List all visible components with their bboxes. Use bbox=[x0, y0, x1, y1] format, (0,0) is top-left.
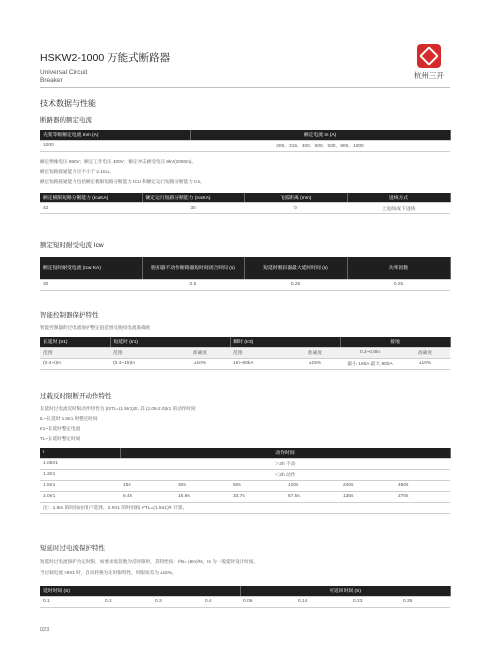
page-header bbox=[40, 50, 450, 90]
table-cell: 0.06 bbox=[240, 596, 295, 607]
table-cell: (0.4~I)In bbox=[40, 358, 110, 369]
table-row bbox=[40, 358, 450, 369]
section-heading: 智能控制器保护特性 bbox=[40, 312, 99, 319]
table-row bbox=[40, 469, 450, 480]
note-line: Ir1~长延时整定电流 bbox=[40, 426, 81, 431]
table-cell: 1.3Ir1 bbox=[40, 469, 120, 480]
table-cell: 60s bbox=[230, 480, 285, 491]
table-footnote: 注：1.5In 的时间由用户选择，2.0Ir1 的时间按 I²TL=(1.5Ir1)²t 计算。 bbox=[40, 502, 450, 513]
table-header-cell: 长延时 (Ir1) bbox=[40, 337, 110, 347]
table-cell: 240s bbox=[340, 480, 395, 491]
section-rated-current bbox=[40, 98, 450, 214]
table-row bbox=[40, 140, 450, 151]
note-line: 额定绝缘电压 690V；额定工作电压 400V；额定冲击耐受电压 8kV(2000m)。 bbox=[40, 158, 196, 164]
table-cell: 16.9s bbox=[175, 491, 230, 502]
table-cell: 准确度 bbox=[290, 347, 340, 358]
table-header-cell: 额定电流 In (A) bbox=[190, 130, 450, 140]
table-header-cell: 脱扣器不动作断路器短时间闭合时间 (s) bbox=[142, 257, 244, 279]
table-cell: 上进线或下进线 bbox=[347, 203, 450, 214]
table-row bbox=[40, 596, 450, 607]
document-title: HSKW2-1000 万能式断路器 bbox=[40, 52, 171, 64]
table-header-cell: 瞬时 (Ir3) bbox=[230, 337, 340, 347]
table-header-cell: 动作时间 bbox=[120, 448, 450, 458]
table-header-cell: I bbox=[40, 448, 120, 458]
table-cell: 1.05Ir1 bbox=[40, 458, 120, 469]
table-cell: 最小 160A 最大 800A bbox=[340, 358, 400, 369]
section-heading: 短延时过电流保护特性 bbox=[40, 545, 105, 552]
table-cell: 67.5s bbox=[285, 491, 340, 502]
table-header-cell: 短延时 (Ir1) bbox=[110, 337, 230, 347]
table-header-cell: 短延时脱扣器最大延时时间 (s) bbox=[244, 257, 347, 279]
table-header-cell: 额定极限短路分断能力 (IcuKA) bbox=[40, 193, 142, 203]
table-cell: 0.5 bbox=[142, 279, 244, 290]
table-cell: ＞2h 不动 bbox=[120, 458, 450, 469]
note-line: 长延时过电流反时限动作特性为 (I2TL=(1.5Ir1)2t, 其 (1.05-2.0)Ir1 的动作时间 bbox=[40, 406, 196, 411]
table-cell: 15s bbox=[120, 480, 175, 491]
header-divider bbox=[40, 87, 450, 88]
table-header-cell: 延时时间 (S) bbox=[40, 586, 240, 596]
table-row bbox=[40, 458, 450, 469]
table-cell: 0.2~0.8In bbox=[340, 347, 400, 358]
table-header-cell: 额定短时耐受电流 (Icw KA) bbox=[40, 257, 142, 279]
table-row bbox=[40, 491, 450, 502]
note-line: IL~长延时 1.5Ir1 时整定时间 bbox=[40, 416, 98, 421]
table-subheader-row bbox=[40, 347, 450, 358]
table-cell: 120s bbox=[285, 480, 340, 491]
table-cell: 42 bbox=[40, 203, 142, 214]
table-cell: 135s bbox=[340, 491, 395, 502]
logo-text: 杭州三开 bbox=[414, 71, 444, 80]
table-row bbox=[40, 203, 450, 214]
table-header-cell: 壳架等级额定电流 Inm (A) bbox=[40, 130, 190, 140]
table-cell: 准确度 bbox=[170, 347, 230, 358]
table-cell: 1In~50kA bbox=[230, 358, 290, 369]
table-cell: 0.25 bbox=[347, 279, 450, 290]
table-row bbox=[40, 502, 450, 513]
table-cell: 2.0Ir1 bbox=[40, 491, 120, 502]
table-cell: 范围 bbox=[40, 347, 110, 358]
table-cell: 30 bbox=[142, 203, 244, 214]
table-cell: 270s bbox=[395, 491, 450, 502]
section-overload-inverse-time bbox=[40, 391, 450, 514]
table-cell: ±10% bbox=[170, 358, 230, 369]
table-header-cell: 接地 bbox=[340, 337, 450, 347]
brand-logo bbox=[408, 44, 450, 81]
page-number: 023 bbox=[40, 627, 50, 633]
note-line: 当过载电流 >8Ir1 时，自动转换为定时限特性，时限误差为 ±15%。 bbox=[40, 570, 177, 575]
table-header-cell: 额定运行短路分断能力 (IcsKA) bbox=[142, 193, 244, 203]
table-row bbox=[40, 480, 450, 491]
table-header-cell: 进线方式 bbox=[347, 193, 450, 203]
section-short-delay-protection bbox=[40, 543, 450, 608]
table-cell: 范围 bbox=[110, 347, 170, 358]
table-cell: 0.23 bbox=[350, 596, 400, 607]
section-heading: 过载反时限断开动作特性 bbox=[40, 393, 112, 400]
table-cell: 8.4s bbox=[120, 491, 175, 502]
table-cell: 0.14 bbox=[295, 596, 350, 607]
table-cell: 0 bbox=[244, 203, 347, 214]
table-cell: ±15% bbox=[290, 358, 340, 369]
breaking-capacity-table bbox=[40, 193, 451, 215]
table-cell: 范围 bbox=[230, 347, 290, 358]
section-heading: 技术数据与性能 bbox=[40, 99, 96, 108]
table-cell: 30 bbox=[40, 279, 142, 290]
table-cell: 0.4 bbox=[202, 596, 240, 607]
table-cell: 0.1 bbox=[40, 596, 102, 607]
action-time-table bbox=[40, 448, 451, 514]
table-cell: (0.4~15)In bbox=[110, 358, 170, 369]
note-line: TL~长延时整定时间 bbox=[40, 436, 81, 441]
table-cell: 480s bbox=[395, 480, 450, 491]
note-line: 短延时过电流保护为定时限，如要求低倍数为反时限时，其特性按：I²ts= (8In)²ts，ts 为一般延时设计时间。 bbox=[40, 559, 259, 564]
table-cell: 1.5Ir1 bbox=[40, 480, 120, 491]
table-cell: 0.2 bbox=[102, 596, 152, 607]
english-title-line-1: Universal Circuit bbox=[40, 69, 88, 76]
table-cell: 准确度 bbox=[400, 347, 450, 358]
section-short-time-withstand bbox=[40, 240, 450, 291]
english-title-line-2: Breaker bbox=[40, 77, 63, 84]
table-header-cell: 飞弧距离 (mm) bbox=[244, 193, 347, 203]
table-header-cell: 功率因数 bbox=[347, 257, 450, 279]
table-header-cell: 可返回时间 (S) bbox=[240, 586, 450, 596]
delay-time-table bbox=[40, 586, 451, 608]
table-cell: 33.7s bbox=[230, 491, 285, 502]
short-time-withstand-table bbox=[40, 257, 451, 291]
table-cell: 200、315、400、500、630、800、1000 bbox=[190, 140, 450, 151]
section-heading: 额定短时耐受电流 Icw bbox=[40, 242, 104, 249]
table-cell: ±10% bbox=[400, 358, 450, 369]
table-cell: 1000 bbox=[40, 140, 190, 151]
note-line: 额定短路接通能力包括额定极限短路分断能力 ICU 和额定运行短路分断能力 Ics。 bbox=[40, 178, 205, 184]
protection-settings-table bbox=[40, 337, 451, 370]
section-controller-protection bbox=[40, 310, 450, 370]
table-cell: 0.3 bbox=[152, 596, 202, 607]
note-line: 智能控制器的过电流保护整定值范围及脱扣电流准确度 bbox=[40, 325, 151, 330]
table-row bbox=[40, 279, 450, 290]
table-cell: 0.35 bbox=[400, 596, 450, 607]
logo-icon bbox=[417, 44, 441, 68]
note-line: 额定短路接通能力应不小于 2.1Icu。 bbox=[40, 168, 114, 174]
subsection-heading: 断路器的额定电流 bbox=[40, 117, 92, 124]
table-cell: ＜2h 动作 bbox=[120, 469, 450, 480]
table-cell: 0.25 bbox=[244, 279, 347, 290]
table-cell: 30s bbox=[175, 480, 230, 491]
rated-current-table bbox=[40, 130, 451, 152]
